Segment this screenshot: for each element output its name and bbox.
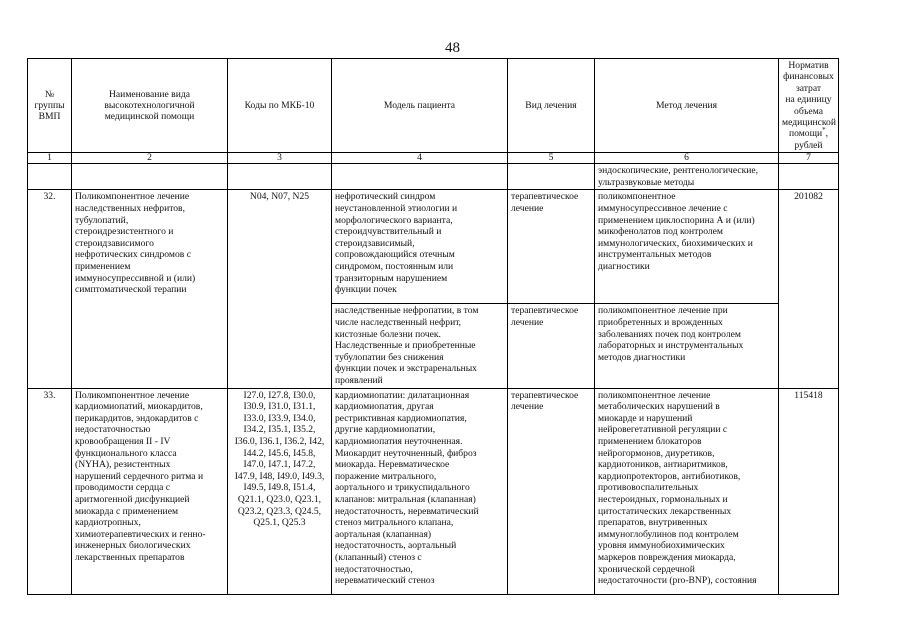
cost-amount: 115418 bbox=[779, 388, 839, 594]
empty-cell bbox=[779, 164, 839, 190]
column-number: 1 bbox=[28, 153, 72, 164]
patient-model: наследственные нефропатии, в том числе наследственный нефрит, кистозные болезни почек. Наследственные и приобретенные тубулопатии без снижения функции почек и экстраренальных проявлений bbox=[332, 304, 508, 388]
treatment-type: терапевтическое лечение bbox=[508, 304, 595, 388]
care-type-name: Поликомпонентное лечение кардиомиопатий, миокардитов, перикардитов, эндокардитов с недостаточностью кровообращения II - IV функционального класса (NYHA), резистентных нарушений сердечного ритма и проводимости сердца с аритмогенной дисфункцией миокарда с применением кардиотропных, химиотерапевтических и генно- инженерных биологических лекарственных препаратов bbox=[72, 388, 228, 594]
column-number: 7 bbox=[779, 153, 839, 164]
treatment-type: терапевтическое лечение bbox=[508, 190, 595, 304]
column-number-row bbox=[28, 153, 839, 164]
column-number: 5 bbox=[508, 153, 595, 164]
column-number: 4 bbox=[332, 153, 508, 164]
header-patient-model: Модель пациента bbox=[332, 59, 508, 153]
icd-codes: I27.0, I27.8, I30.0, I30.9, I31.0, I31.1, I33.0, I33.9, I34.0, I34.2, I35.1, I35.2, I36.0, I36.1, I36.2, I42, I44.2, I45.6, I45.8, I47.0, I47.1, I47.2, I47.9, I48, I49.0, I49.3, I49.5, I49.8, I51.4, Q21.1, Q23.0, Q23.1, Q23.2, Q23.3, Q24.5, Q25.1, Q25.3 bbox=[228, 388, 332, 594]
page-number: 48 bbox=[445, 40, 460, 56]
empty-cell bbox=[332, 164, 508, 190]
header-cost-unit: , рублей bbox=[794, 128, 829, 151]
continuation-row bbox=[28, 164, 839, 190]
group-number: 33. bbox=[28, 388, 72, 594]
cost-amount: 201082 bbox=[779, 190, 839, 388]
column-number: 3 bbox=[228, 153, 332, 164]
table-row-group-32 bbox=[28, 190, 839, 304]
header-care-type: Наименование вида высокотехнологичной медицинской помощи bbox=[72, 59, 228, 153]
header-cost-standard: Норматив финансовых затрат на единицу объема медицинской помощи*, рублей bbox=[779, 59, 839, 153]
empty-cell bbox=[228, 164, 332, 190]
group-number: 32. bbox=[28, 190, 72, 388]
treatment-method: поликомпонентное лечение метаболических нарушений в миокарде и нарушений нейровегетативной регуляции с применением блокаторов нейрогормонов, диуретиков, кардиотоников, антиаритмиков, кардиопротекторов, антибиотиков, противовоспалительных нестероидных, гормональных и цитостатических лекарственных препаратов, внутривенных иммуноглобулинов под контролем уровня иммунобиохимических маркеров повреждения миокарда, хронической сердечной недостаточности (pro-BNP), состояния bbox=[595, 388, 779, 594]
patient-model: кардиомиопатии: дилатационная кардиомиопатия, другая рестриктивная кардиомиопатия, другие кардиомиопатии, кардиомиопатия неуточненная. Миокардит неуточненный, фиброз миокарда. Неревматическое поражение митрального, аортального и трикуспидального клапанов: митральная (клапанная) недостаточность, неревматический стеноз митрального клапана, аортальная (клапанная) недостаточность, аортальный (клапанный) стеноз с недостаточностью, неревматический стеноз bbox=[332, 388, 508, 594]
icd-codes: N04, N07, N25 bbox=[228, 190, 332, 388]
header-treatment-type: Вид лечения bbox=[508, 59, 595, 153]
vmp-table bbox=[27, 58, 839, 595]
empty-cell bbox=[28, 164, 72, 190]
continuation-method: эндоскопические, рентгенологические, ультразвуковые методы bbox=[595, 164, 779, 190]
header-icd-codes: Коды по МКБ-10 bbox=[228, 59, 332, 153]
footnote-mark: * bbox=[822, 126, 826, 135]
treatment-method: поликомпонентное лечение при приобретенных и врожденных заболеваниях почек под контролем лабораторных и инструментальных методов диагностики bbox=[595, 304, 779, 388]
column-number: 6 bbox=[595, 153, 779, 164]
care-type-name: Поликомпонентное лечение наследственных нефритов, тубулопатий, стероидрезистентного и стероидзависимого нефротических синдромов с применением иммуносупрессивной и (или) симптоматической терапии bbox=[72, 190, 228, 388]
treatment-type: терапевтическое лечение bbox=[508, 388, 595, 594]
column-number: 2 bbox=[72, 153, 228, 164]
empty-cell bbox=[508, 164, 595, 190]
header-treatment-method: Метод лечения bbox=[595, 59, 779, 153]
header-row bbox=[28, 59, 839, 153]
patient-model: нефротический синдром неустановленной этиологии и морфологического варианта, стероидчувствительный и стероидзависимый, сопровождающийся отечным синдромом, постоянным или транзиторным нарушением функции почек bbox=[332, 190, 508, 304]
header-group-number: № группы ВМП bbox=[28, 59, 72, 153]
table-row-group-33 bbox=[28, 388, 839, 594]
treatment-method: поликомпонентное иммуносупрессивное лечение с применением циклоспорина А и (или) микофенолатов под контролем иммунологических, биохимических и инструментальных методов диагностики bbox=[595, 190, 779, 304]
empty-cell bbox=[72, 164, 228, 190]
